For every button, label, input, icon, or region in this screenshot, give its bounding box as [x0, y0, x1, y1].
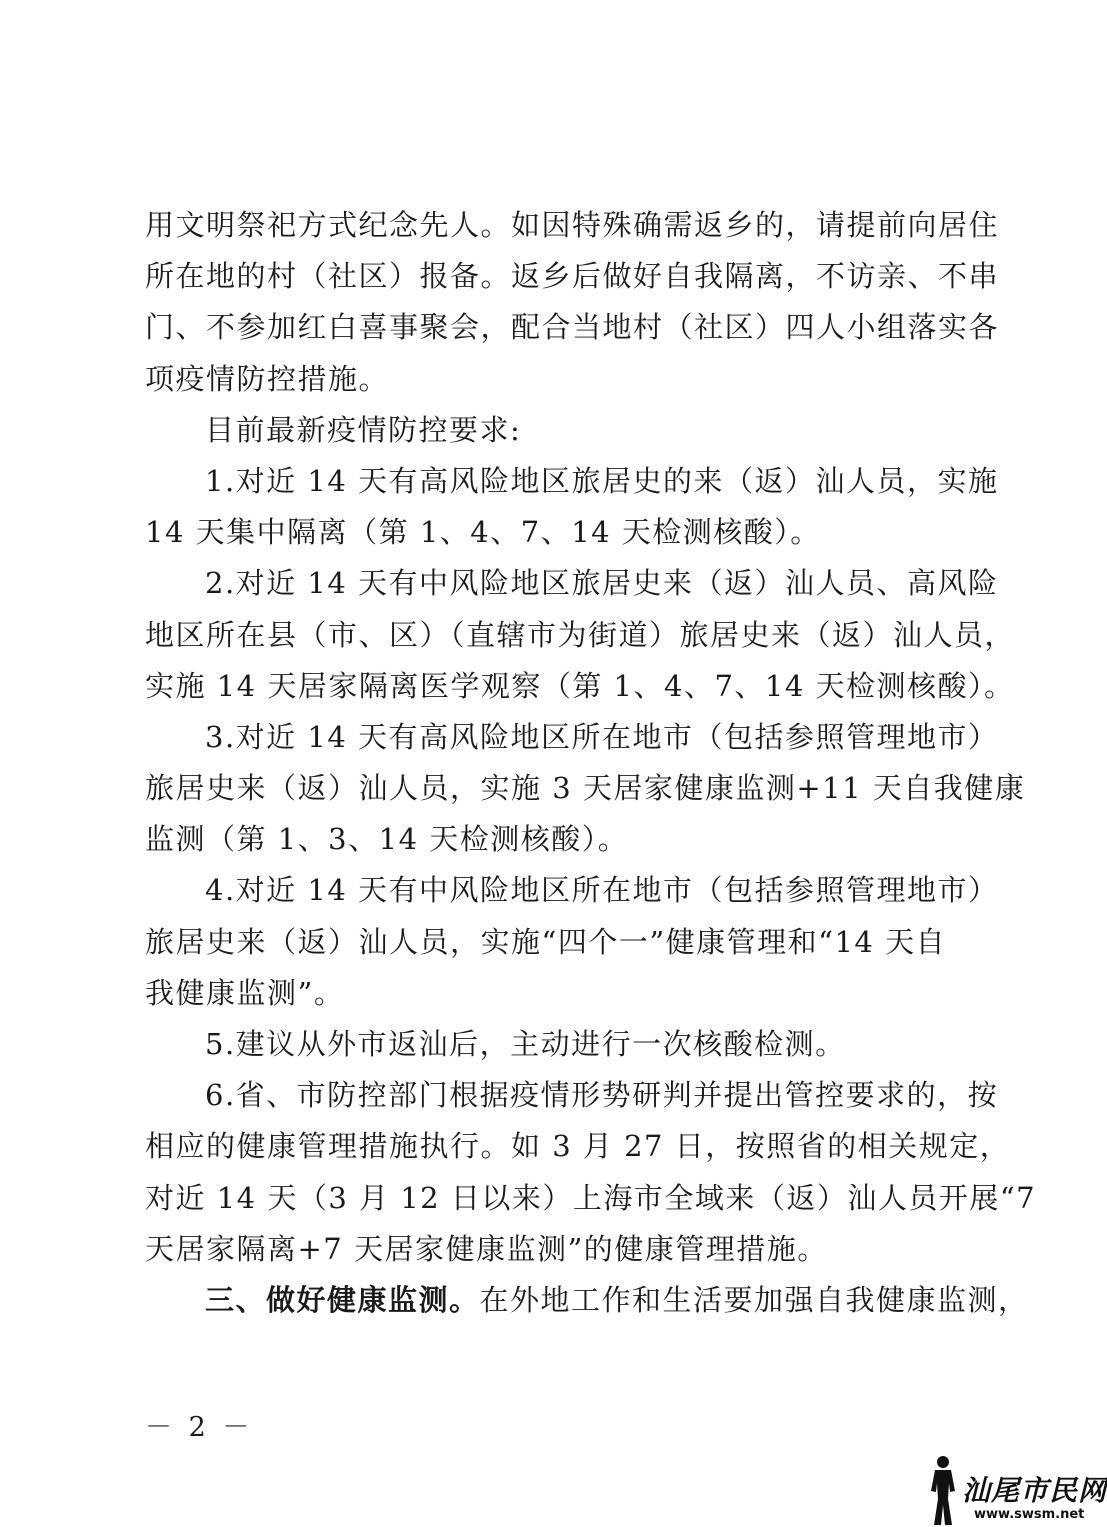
site-watermark — [922, 1455, 1107, 1527]
paragraph-line: 14 天集中隔离（第 1、4、7、14 天检测核酸）。 — [145, 515, 821, 550]
requirement-item-5: 5.建议从外市返汕后，主动进行一次核酸检测。 — [205, 1027, 846, 1061]
paragraph-line: 旅居史来（返）汕人员，实施 3 天居家健康监测+11 天自我健康 — [145, 771, 1026, 806]
section-3-line — [145, 1275, 1029, 1326]
paragraph-line: 用文明祭祀方式纪念先人。如因特殊确需返乡的，请提前向居住 — [145, 208, 1000, 242]
requirement-item-4: 4.对近 14 天有中风险地区所在地市（包括参照管理地市） — [205, 873, 999, 908]
requirement-item-6: 6.省、市防控部门根据疫情形势研判并提出管控要求的，按 — [205, 1078, 999, 1113]
requirements-heading: 目前最新疫情防控要求: — [205, 412, 522, 447]
paragraph-line: 所在地的村（社区）报备。返乡后做好自我隔离，不访亲、不串 — [145, 259, 1000, 294]
paragraph-line: 实施 14 天居家隔离医学观察（第 1、4、7、14 天检测核酸）。 — [145, 668, 1015, 703]
paragraph-line: 对近 14 天（3 月 12 日以来）上海市全域来（返）汕人员开展“7 — [145, 1180, 1037, 1215]
section-3-text: 在外地工作和生活要加强自我健康监测， — [479, 1282, 1029, 1317]
requirement-item-3: 3.对近 14 天有高风险地区所在地市（包括参照管理地市） — [205, 719, 999, 754]
paragraph-line: 门、不参加红白喜事聚会，配合当地村（社区）四人小组落实各 — [145, 310, 1000, 345]
document-body — [145, 200, 1037, 1326]
page-number: － 2 － — [145, 1412, 254, 1443]
paragraph-line: 相应的健康管理措施执行。如 3 月 27 日，按照省的相关规定， — [145, 1129, 1011, 1164]
person-silhouette-icon — [926, 1455, 960, 1527]
paragraph-line: 天居家隔离+7 天居家健康监测”的健康管理措施。 — [145, 1231, 828, 1266]
paragraph-line: 监测（第 1、3、14 天检测核酸）。 — [145, 822, 629, 857]
watermark-title: 汕尾市民网 — [962, 1474, 1107, 1507]
requirement-item-2: 2.对近 14 天有中风险地区旅居史来（返）汕人员、高风险 — [205, 566, 999, 601]
paragraph-line: 我健康监测”。 — [145, 975, 345, 1010]
requirement-item-1: 1.对近 14 天有高风险地区旅居史的来（返）汕人员，实施 — [205, 463, 999, 498]
section-3-heading: 三、做好健康监测。 — [205, 1282, 480, 1317]
watermark-url: www.swsm.net — [974, 1507, 1085, 1522]
paragraph-line: 项疫情防控措施。 — [145, 361, 390, 396]
paragraph-line: 地区所在县（市、区）（直辖市为街道）旅居史来（返）汕人员， — [145, 617, 1016, 652]
paragraph-line: 旅居史来（返）汕人员，实施“四个一”健康管理和“14 天自 — [145, 924, 947, 959]
